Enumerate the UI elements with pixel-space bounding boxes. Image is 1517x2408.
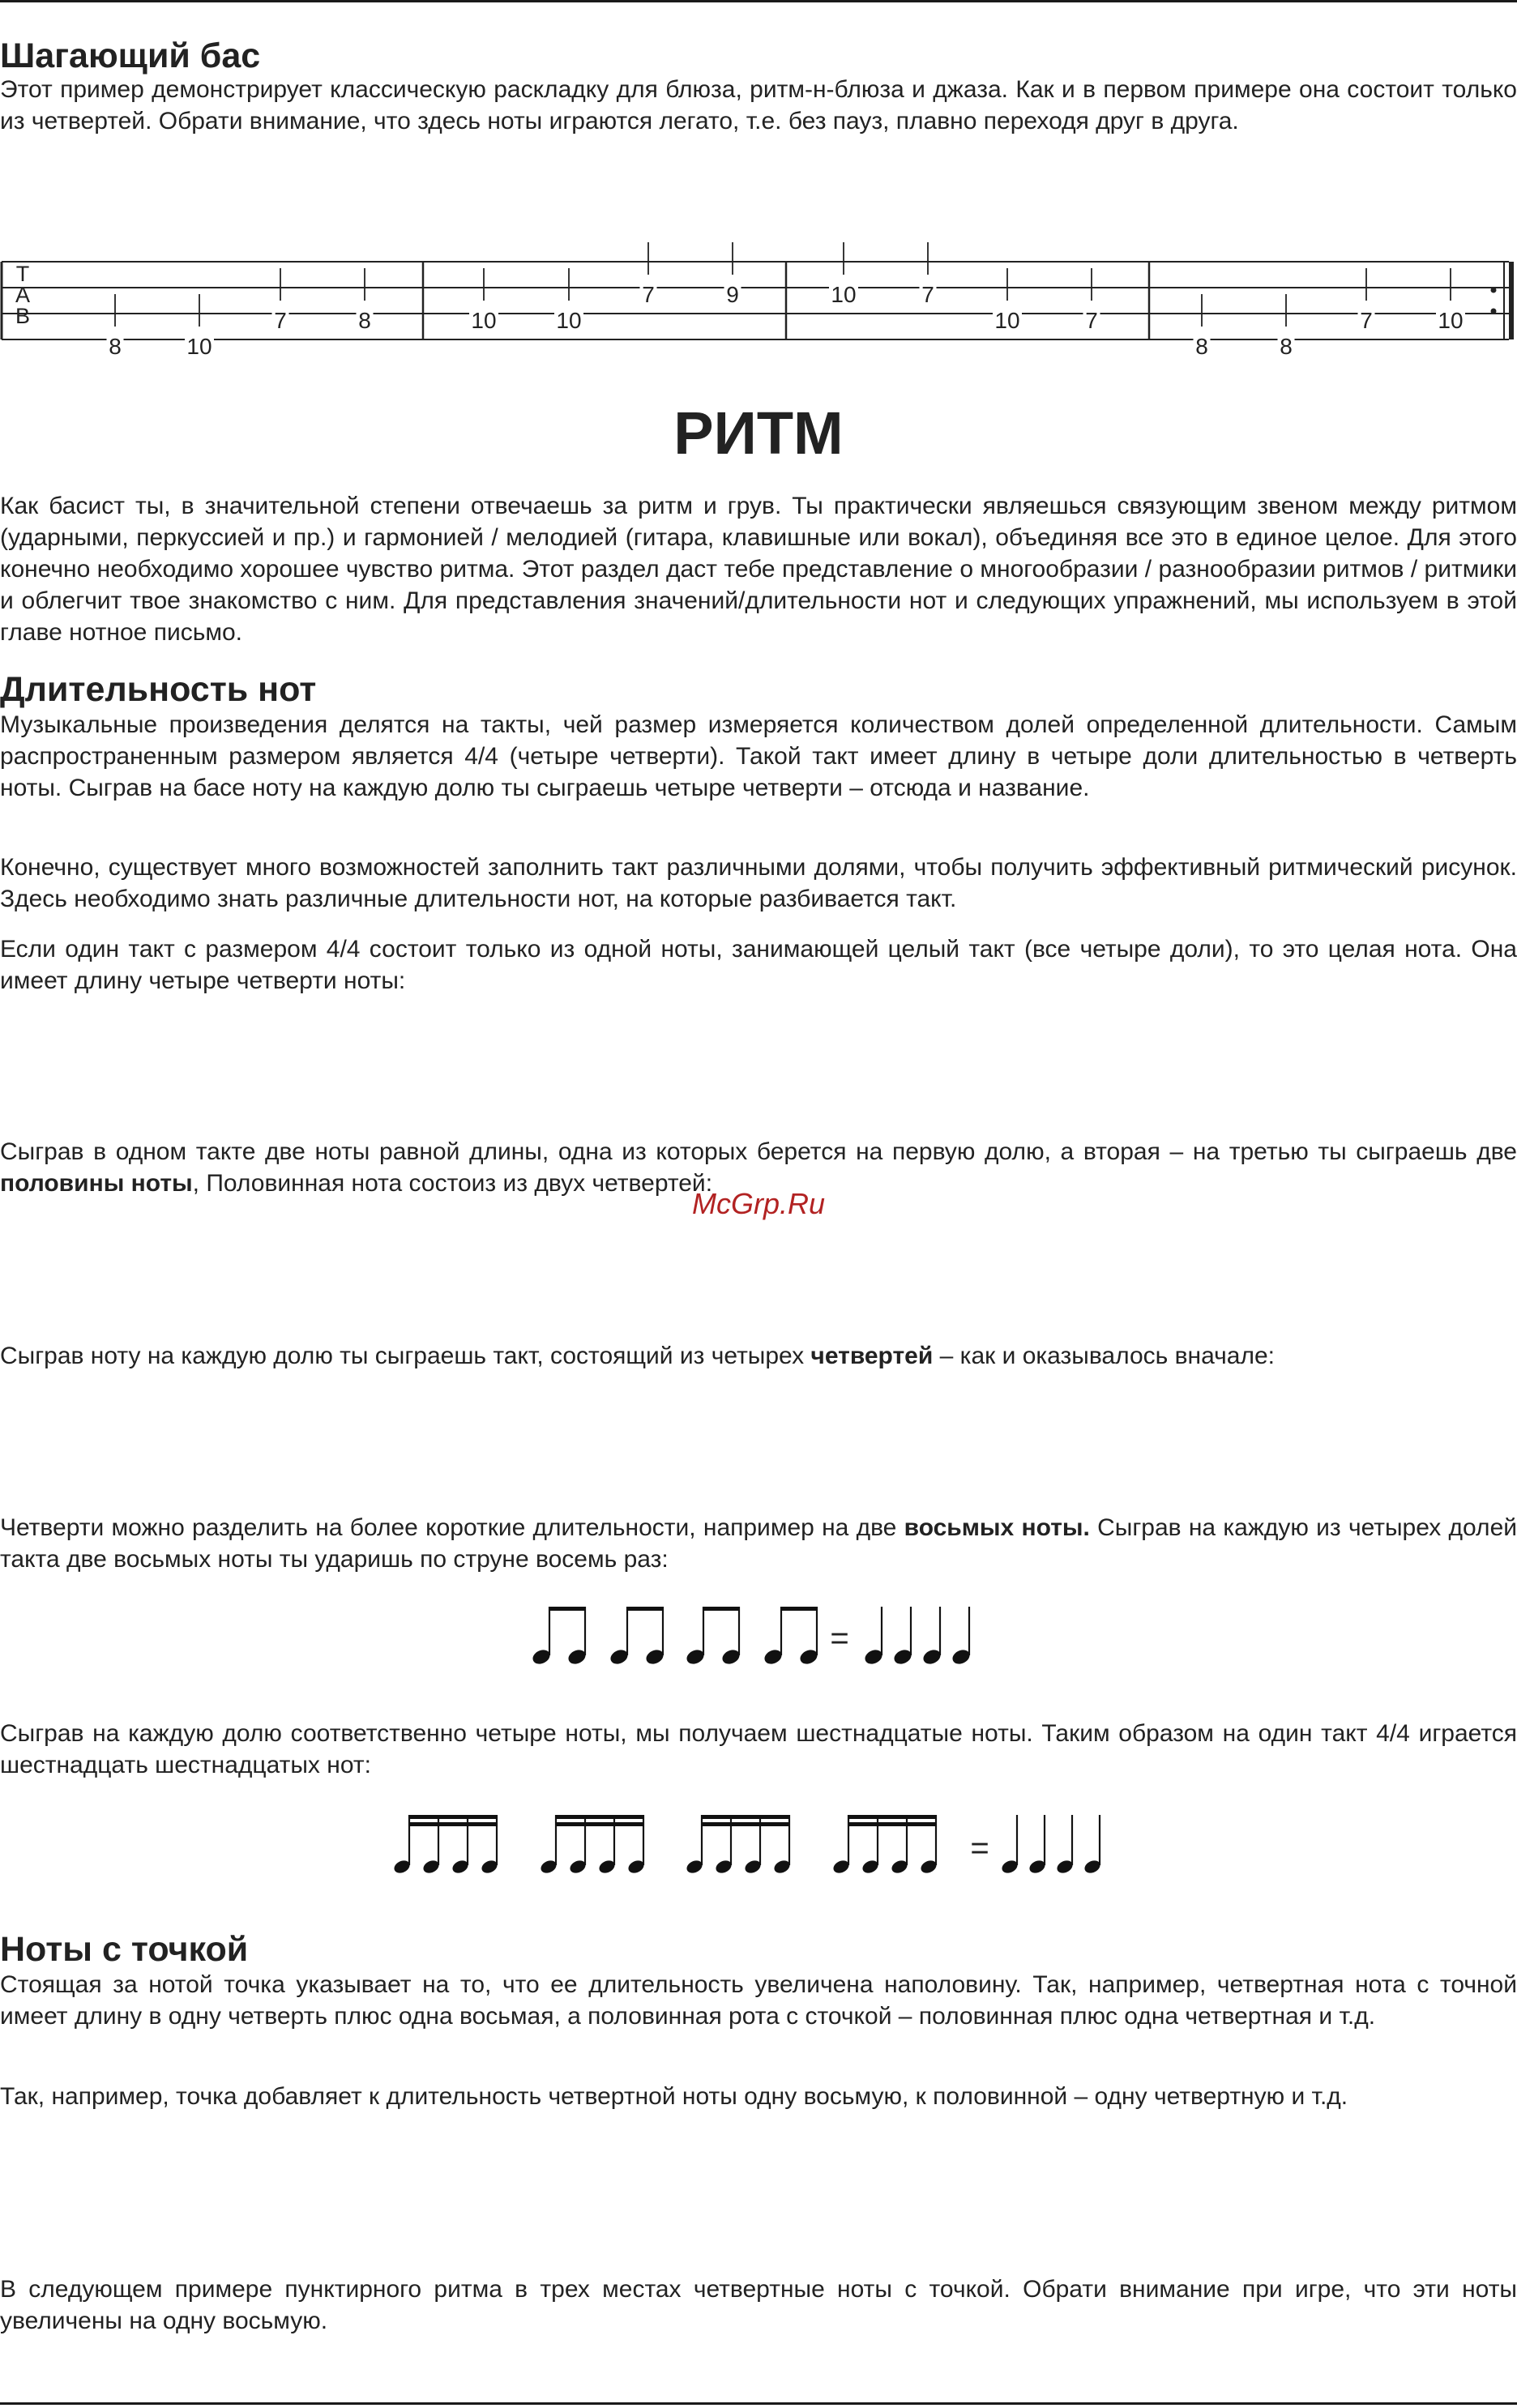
tab-fret-number: 8 xyxy=(1195,334,1208,359)
tab-fret-number: 8 xyxy=(109,334,122,359)
tab-fret-number: 7 xyxy=(1085,308,1098,333)
sixteenth-notes-equation xyxy=(0,1807,1517,1888)
walking-bass-intro: Этот пример демонстрирует классическую раскладку для блюза, ритм-н-блюза и джаза. Как и в первом примере она состоит только из четвертей. Обрати внимание, что здесь ноты играются легато, т.е. без пауз, плавно переходя друг в друга. xyxy=(0,76,1517,134)
equals-sign: = xyxy=(830,1620,849,1656)
tab-fret-number: 10 xyxy=(186,334,212,359)
note-beam xyxy=(409,1822,498,1826)
half-notes-paragraph: Сыграв в одном такте две ноты равной длины, одна из которых берется на первую долю, а вторая – на третью ты сыграешь две половины ноты, Половинная нота состоиз из двух четвертей: xyxy=(0,1138,1517,1197)
tab-fret-number: 10 xyxy=(831,282,857,307)
note-beam xyxy=(781,1607,818,1611)
tab-fret-number: 7 xyxy=(274,308,287,333)
note-beam xyxy=(702,1815,790,1819)
equals-sign: = xyxy=(970,1830,989,1866)
tab-clef-letter: T xyxy=(15,262,30,286)
note-beam xyxy=(556,1815,644,1819)
tab-fret-number: 7 xyxy=(642,282,655,307)
eighth-notes-paragraph: Четверти можно разделить на более короткие длительности, например на две восьмых ноты. Сыграв на каждую из четырех долей такта две восьмых ноты ты ударишь по струне восемь раз: xyxy=(0,1514,1517,1573)
tab-fret-number: 8 xyxy=(358,308,371,333)
top-rule xyxy=(0,0,1517,2)
rhythm-title: РИТМ xyxy=(673,399,844,467)
note-durations-p3: Если один такт с размером 4/4 состоит только из одной ноты, занимающей целый такт (все четыре доли), то это целая нота. Она имеет длину четыре четверти ноты: xyxy=(0,936,1517,994)
note-beam xyxy=(627,1607,664,1611)
note-beam xyxy=(703,1607,740,1611)
tab-fret-number: 10 xyxy=(471,308,497,333)
note-durations-p2: Конечно, существует много возможностей заполнить такт различными долями, чтобы получить эффективный ритмический рисунок. Здесь необходимо знать различные длительности нот, на которые разбивается такт. xyxy=(0,854,1517,912)
note-beam xyxy=(848,1822,937,1826)
dotted-notes-p3: В следующем примере пунктирного ритма в трех местах четвертные ноты с точкой. Обрати внимание при игре, что эти ноты увеличены на одну восьмую. xyxy=(0,2276,1517,2334)
tab-repeat-thick-bar xyxy=(1509,262,1514,339)
note-beam xyxy=(702,1822,790,1826)
dotted-notes-p2: Так, например, точка добавляет к длительность четвертной ноты одну восьмую, к половинной – одну четвертную и т.д. xyxy=(0,2083,1348,2110)
tab-fret-number: 10 xyxy=(556,308,582,333)
tab-fret-number: 7 xyxy=(921,282,934,307)
tab-fret-number: 7 xyxy=(1360,308,1373,333)
note-beam xyxy=(549,1607,586,1611)
watermark: McGrp.Ru xyxy=(691,1187,826,1220)
tab-fret-number: 8 xyxy=(1280,334,1293,359)
dotted-notes-heading: Ноты с точкой xyxy=(0,1930,249,1969)
tab-repeat-dot xyxy=(1491,309,1497,314)
note-beam xyxy=(556,1822,644,1826)
eighth-notes-equation xyxy=(0,1600,1517,1681)
bass-tab-staff xyxy=(0,190,1517,361)
sixteenth-notes-paragraph: Сыграв на каждую долю соответственно четыре ноты, мы получаем шестнадцатые ноты. Таким образом на один такт 4/4 играется шестнадцать шестнадцатых нот: xyxy=(0,1720,1517,1778)
rhythm-intro: Как басист ты, в значительной степени отвечаешь за ритм и грув. Ты практически являешься связующим звеном между ритмом (ударными, перкуссией и пр.) и гармонией / мелодией (гитара, клавишные или вокал), объединяя все это в единое целое. Для этого конечно необходимо хорошее чувство ритма. Этот раздел даст тебе представление о многообразии / разнообразии ритмов / ритмики и облегчит твое знакомство с ним. Для представления значений/длительности нот и следующих упражнений, мы используем в этой главе нотное письмо. xyxy=(0,493,1517,646)
tab-fret-number: 10 xyxy=(1438,308,1464,333)
tab-fret-number: 9 xyxy=(726,282,739,307)
tab-fret-number: 10 xyxy=(994,308,1020,333)
note-durations-p1: Музыкальные произведения делятся на такты, чей размер измеряется количеством долей определенной длительности. Самым распространенным размером является 4/4 (четыре четверти). Такой такт имеет длину в четыре доли длительностью в четверть ноты. Сыграв на басе ноту на каждую долю ты сыграешь четыре четверти – отсюда и название. xyxy=(0,711,1517,801)
note-beam xyxy=(409,1815,498,1819)
bottom-rule xyxy=(0,2402,1517,2405)
tab-clef-letter: A xyxy=(15,283,31,307)
walking-bass-heading: Шагающий бас xyxy=(0,36,261,75)
quarter-notes-paragraph: Сыграв ноту на каждую долю ты сыграешь такт, состоящий из четырех четвертей – как и оказывалось вначале: xyxy=(0,1343,1275,1369)
tab-clef-letter: B xyxy=(15,304,31,328)
note-durations-heading: Длительность нот xyxy=(0,670,317,709)
dotted-notes-p1: Стоящая за нотой точка указывает на то, что ее длительность увеличена наполовину. Так, например, четвертная нота с точной имеет длину в одну четверть плюс одна восьмая, а половинная рота с сточкой – половинная плюс одна четвертная и т.д. xyxy=(0,1971,1517,2030)
note-beam xyxy=(848,1815,937,1819)
tab-repeat-dot xyxy=(1491,288,1497,293)
